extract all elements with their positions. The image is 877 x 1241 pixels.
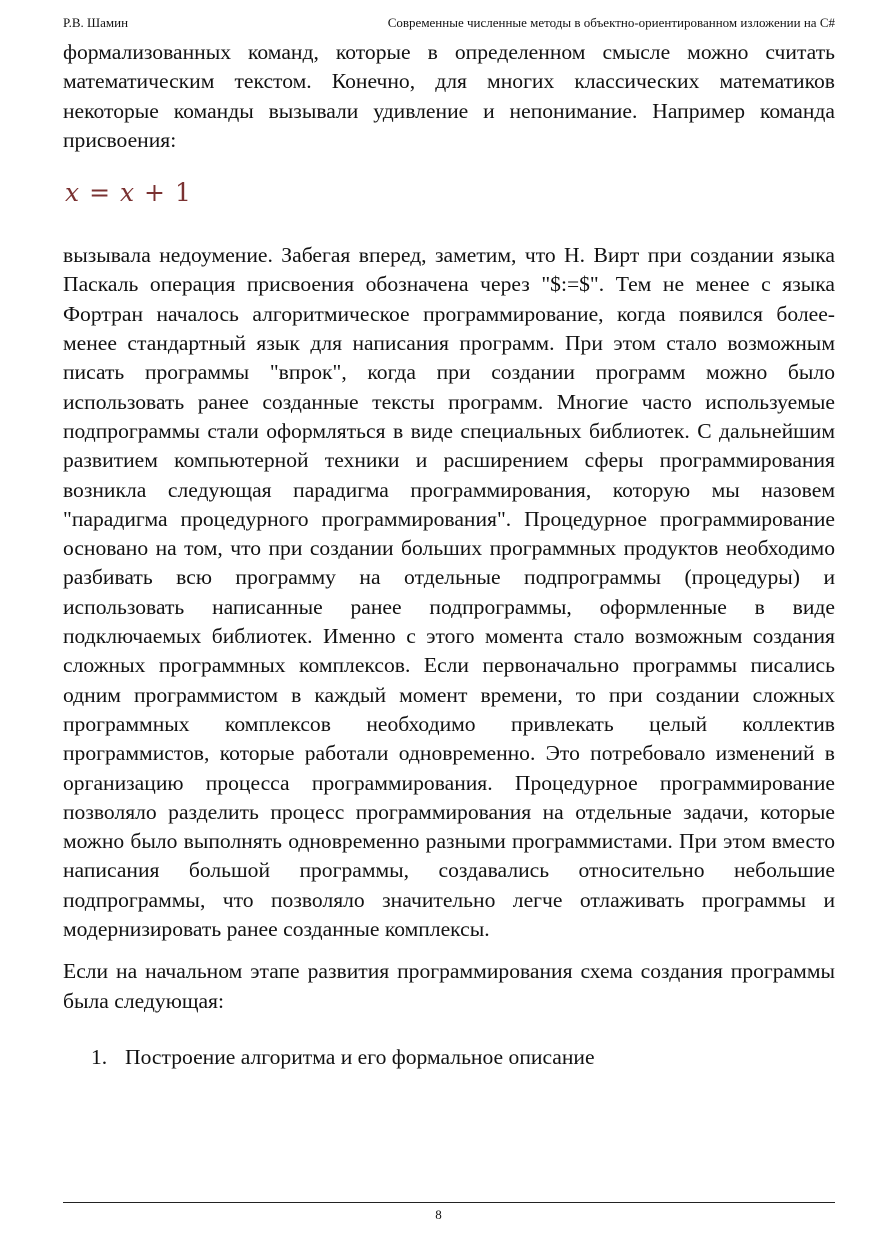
paragraph-main: вызывала недоумение. Забегая вперед, заметим, что Н. Вирт при создании языка Паскаль операция присвоения обозначена через "$:=$". Тем не менее с языка Фортран началось алгоритмическое программирование, когда появился более-менее стандартный язык для написания программ. При этом стало возможным писать программы "впрок", когда при создании программ можно было использовать ранее созданные тексты программ. Многие часто используемые подпрограммы стали оформляться в виде специальных библиотек. С дальнейшим развитием компьютерной техники и расширением сферы программирования возникла следующая парадигма программирования, которую мы назовем "парадигма процедурного программирования". Процедурное программирование основано на том, что при создании больших программных продуктов необходимо разбивать всю программу на отдельные подпрограммы (процедуры) и использовать написанные ранее подпрограммы, оформленные в виде подключаемых библиотек. Именно с этого момента стало возможным создания сложных программных комплексов. Если первоначально программы писались одним программистом в каждый момент времени, то при создании сложных программных комплексов необходимо привлекать целый коллектив программистов, которые работали одновременно. Это потребовало изменений в организацию процесса программирования. Процедурное программирование позволяло разделить процесс программирования на отдельные задачи, которые можно было выполнять одновременно разными программистами. При этом вместо написания большой программы, создавались относительно небольшие подпрограммы, что позволяло значительно легче отлаживать программы и модернизировать ранее созданные комплексы. [63,243,835,942]
assignment-formula [65,178,192,207]
formula-lhs: x [65,178,81,208]
formula-block [63,155,835,241]
header-book-title: Современные численные методы в объектно-ориентированном изложении на C# [387,15,835,30]
numbered-list [63,1043,835,1072]
paragraph-intro: формализованных команд, которые в определенном смысле можно считать математическим текстом. Конечно, для многих классических математиков некоторые команды вызывали удивление и непонимание. Например команда присвоения: [63,40,835,152]
formula-rhs-var: x [119,178,136,208]
running-header [63,14,835,32]
list-item [63,1043,835,1072]
formula-plus: + [144,178,166,208]
formula-equals: = [89,178,112,208]
list-item-number: 1. [91,1044,108,1069]
list-item-text: Построение алгоритма и его формальное описание [125,1044,595,1069]
page-content [63,38,835,1072]
page-number: 8 [435,1207,442,1222]
footer-divider [63,1202,835,1203]
header-author: Р.В. Шамин [63,15,129,30]
paragraph-scheme: Если на начальном этапе развития программирования схема создания программы была следующая: [63,959,835,1013]
formula-rhs-num: 1 [174,178,192,208]
